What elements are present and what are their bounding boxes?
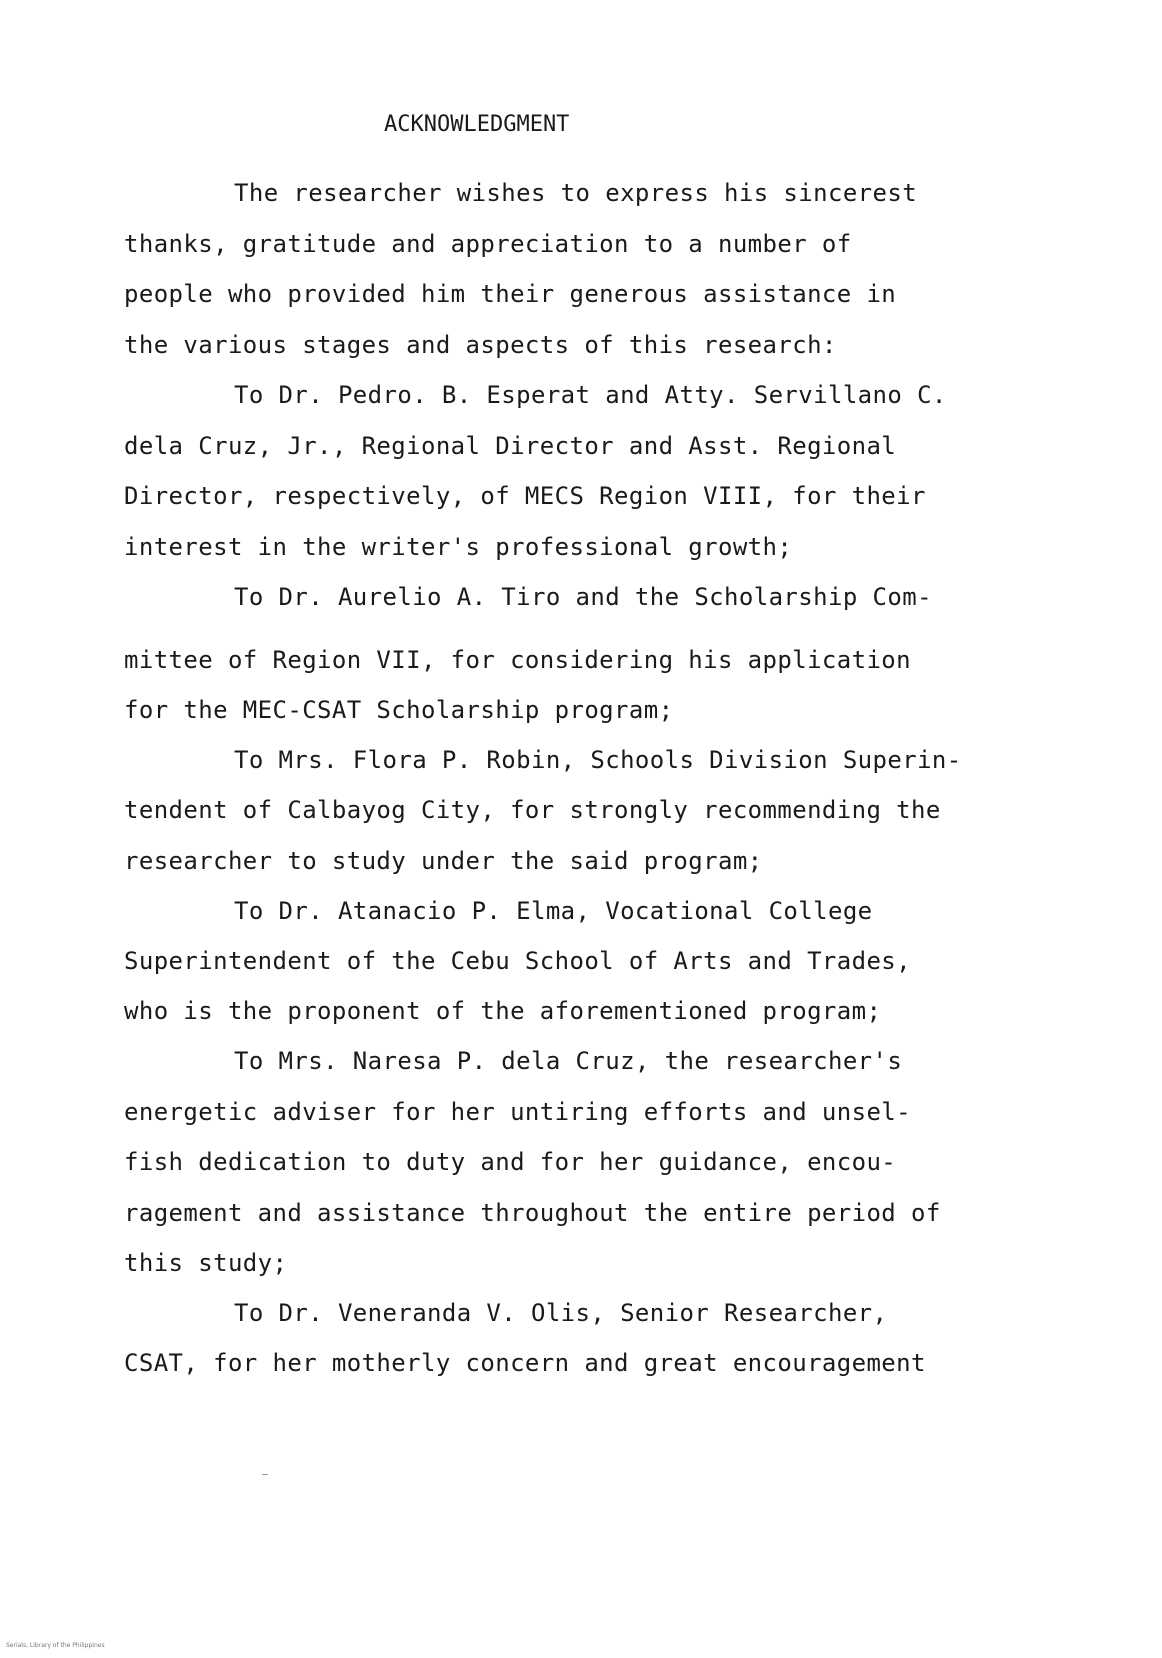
- text-line: tendent of Calbayog City, for strongly recommending the: [124, 796, 941, 824]
- text-line: To Dr. Pedro. B. Esperat and Atty. Servillano C.: [234, 381, 947, 409]
- scan-footer: Serials, Library of the Philippines: [6, 1642, 105, 1649]
- text-line: dela Cruz, Jr., Regional Director and Asst. Regional: [124, 432, 897, 460]
- text-line: energetic adviser for her untiring efforts and unsel-: [124, 1098, 912, 1126]
- text-line: Superintendent of the Cebu School of Arts and Trades,: [124, 947, 912, 975]
- text-line: researcher to study under the said program;: [124, 847, 763, 875]
- text-line: To Mrs. Naresa P. dela Cruz, the researcher's: [234, 1047, 903, 1075]
- text-line: ragement and assistance throughout the entire period of: [124, 1199, 941, 1227]
- text-line: To Dr. Veneranda V. Olis, Senior Researcher,: [234, 1299, 888, 1327]
- text-line: this study;: [124, 1249, 288, 1277]
- text-line: Director, respectively, of MECS Region VIII, for their: [124, 482, 926, 510]
- text-line: mittee of Region VII, for considering his application: [124, 646, 912, 674]
- text-line: CSAT, for her motherly concern and great encouragement: [124, 1349, 926, 1377]
- page-title: ACKNOWLEDGMENT: [384, 112, 570, 137]
- text-line: To Mrs. Flora P. Robin, Schools Division Superin-: [234, 746, 962, 774]
- text-line: interest in the writer's professional growth;: [124, 533, 793, 561]
- text-line: fish dedication to duty and for her guidance, encou-: [124, 1148, 897, 1176]
- text-line: for the MEC-CSAT Scholarship program;: [124, 696, 674, 724]
- text-line: To Dr. Atanacio P. Elma, Vocational College: [234, 897, 873, 925]
- text-line: To Dr. Aurelio A. Tiro and the Scholarship Com-: [234, 583, 932, 611]
- text-line: the various stages and aspects of this research:: [124, 331, 837, 359]
- text-line: thanks, gratitude and appreciation to a number of: [124, 230, 852, 258]
- scan-speck: [262, 1474, 268, 1475]
- text-line: who is the proponent of the aforementioned program;: [124, 997, 882, 1025]
- text-line: people who provided him their generous assistance in: [124, 280, 897, 308]
- text-line: The researcher wishes to express his sincerest: [234, 179, 918, 207]
